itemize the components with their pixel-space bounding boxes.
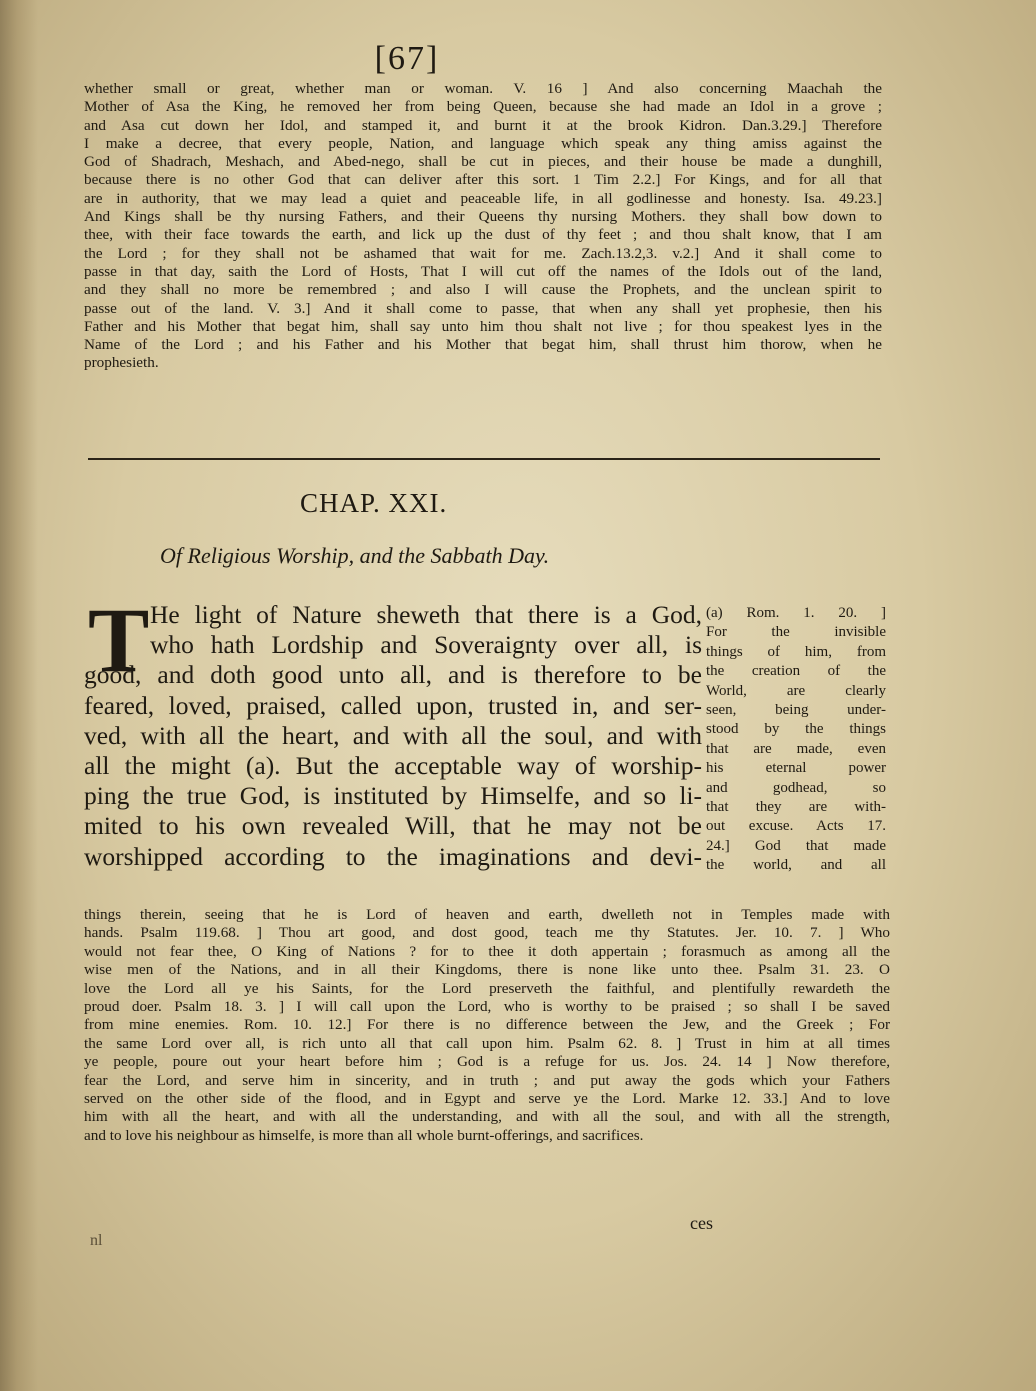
body-line: ping the true God, is instituted by Himselfe, and so li- xyxy=(84,781,702,811)
margin-line: and godhead, so xyxy=(706,779,886,796)
body-line: good, and doth good unto all, and is therefore to be xyxy=(84,660,702,690)
text-line: passe out of the land. V. 3.] And it shall come to passe, that when any shall yet prophesie, then his xyxy=(84,299,882,317)
margin-line: (a) Rom. 1. 20. ] xyxy=(706,605,886,621)
page-number: [67] xyxy=(374,40,440,77)
margin-line: his eternal power xyxy=(706,760,886,777)
chapter-body xyxy=(84,589,702,872)
text-line: the same Lord over all, is rich unto all that call upon him. Psalm 62. 8. ] Trust in him at all times xyxy=(84,1034,890,1052)
text-line: thee, with their face towards the earth, and lick up the dust of thy feet ; and thou shalt know, that I am xyxy=(84,226,882,244)
body-line: mited to his own revealed Will, that he may not be xyxy=(84,811,702,841)
page-gutter-shadow xyxy=(0,0,38,1391)
text-line: I make a decree, that every people, Nation, and language which speak any thing amiss against the xyxy=(84,134,882,152)
text-line: because there is no other God that can deliver after this sort. 1 Tim 2.2.] For Kings, and for all that xyxy=(84,171,882,189)
section-divider xyxy=(88,458,880,460)
margin-line: seen, being under- xyxy=(706,702,886,719)
top-footnote-block xyxy=(84,80,882,373)
text-line: things therein, seeing that he is Lord of heaven and earth, dwelleth not in Temples made with xyxy=(84,906,890,923)
bottom-footnote-block xyxy=(84,906,890,1145)
text-line: Father and his Mother that begat him, shall say unto him thou shalt not live ; for thou speakest lyes in the xyxy=(84,317,882,335)
text-line: and Asa cut down her Idol, and stamped it, and burnt it at the brook Kidron. Dan.3.29.] Therefore xyxy=(84,116,882,134)
body-line: ved, with all the heart, and with all the soul, and with xyxy=(84,720,702,750)
body-line: who hath Lordship and Soveraignty over all, is xyxy=(150,630,702,660)
margin-line: 24.] God that made xyxy=(706,837,886,854)
body-line: worshipped according to the imaginations and devi- xyxy=(84,841,702,871)
text-line: and they shall no more be remembred ; and also I will cause the Prophets, and the unclean spirit to xyxy=(84,281,882,299)
text-line: ye people, poure out your heart before him ; God is a refuge for us. Jos. 24. 14 ] Now therefore, xyxy=(84,1053,890,1071)
text-line: are in authority, that we may lead a quiet and peaceable life, in all godlinesse and honesty. Isa. 49.23.] xyxy=(84,189,882,207)
margin-line: the world, and all xyxy=(706,857,886,874)
text-line: served on the other side of the flood, and in Egypt and serve ye the Lord. Marke 12. 33.] And to love xyxy=(84,1090,890,1108)
text-line: love the Lord all ye his Saints, for the Lord preserveth the faithful, and plentifully rewardeth the xyxy=(84,979,890,997)
drop-cap: T xyxy=(88,589,150,691)
body-line: all the might (a). But the acceptable way of worship- xyxy=(84,751,702,781)
margin-line: the creation of the xyxy=(706,663,886,680)
margin-line: that they are with- xyxy=(706,799,886,816)
text-line: God of Shadrach, Meshach, and Abed-nego, shall be cut in pieces, and their house be made a dunghill, xyxy=(84,153,882,171)
chapter-subtitle: Of Religious Worship, and the Sabbath Day. xyxy=(160,543,550,568)
body-line: feared, loved, praised, called upon, trusted in, and ser- xyxy=(84,690,702,720)
text-line: the Lord ; for they shall not be ashamed that wait for me. Zach.13.2,3. v.2.] And it shall come to xyxy=(84,244,882,262)
text-line: fear the Lord, and serve him in sincerity, and in truth ; and put away the gods which your Fathers xyxy=(84,1071,890,1089)
chapter-title: CHAP. XXI. xyxy=(300,488,448,518)
text-line: wise men of the Nations, and in all their Kingdoms, there is none like unto thee. Psalm 31. 23. O xyxy=(84,961,890,979)
text-line: whether small or great, whether man or woman. V. 16 ] And also concerning Maachah the xyxy=(84,80,882,97)
text-line: passe in that day, saith the Lord of Hosts, That I will cut off the names of the Idols out of the land, xyxy=(84,262,882,280)
margin-line: For the invisible xyxy=(706,624,886,641)
text-line: hands. Psalm 119.68. ] Thou art good, and dost good, teach me thy Statutes. Jer. 10. 7. ] Who xyxy=(84,924,890,942)
margin-note xyxy=(706,604,886,876)
text-line: would not fear thee, O King of Nations ? for to thee it doth appertain ; forasmuch as among all the xyxy=(84,942,890,960)
margin-line: stood by the things xyxy=(706,721,886,738)
margin-line: World, are clearly xyxy=(706,682,886,699)
signature-mark: nl xyxy=(90,1232,103,1249)
text-line: from mine enemies. Rom. 10. 12.] For there is no difference between the Jew, and the Greek ; For xyxy=(84,1016,890,1034)
text-line: proud doer. Psalm 18. 3. ] I will call upon the Lord, who is worthy to be praised ; so shall I be saved xyxy=(84,998,890,1016)
text-line: Mother of Asa the King, he removed her from being Queen, because she had made an Idol in a grove ; xyxy=(84,98,882,116)
body-line: He light of Nature sheweth that there is a God, xyxy=(150,600,702,629)
catchword: ces xyxy=(690,1213,713,1233)
margin-line: that are made, even xyxy=(706,740,886,757)
text-line: Name of the Lord ; and his Father and his Mother that begat him, shall thrust him thorow, when he xyxy=(84,336,882,354)
text-line: And Kings shall be thy nursing Fathers, and their Queens thy nursing Mothers. they shall bow down to xyxy=(84,208,882,226)
text-line: him with all the heart, and with all the understanding, and with all the soul, and with all the strength, xyxy=(84,1108,890,1126)
margin-line: out excuse. Acts 17. xyxy=(706,818,886,835)
text-line: and to love his neighbour as himselfe, is more than all whole burnt-offerings, and sacrifices. xyxy=(84,1126,644,1144)
text-line: prophesieth. xyxy=(84,354,159,372)
margin-line: things of him, from xyxy=(706,643,886,660)
